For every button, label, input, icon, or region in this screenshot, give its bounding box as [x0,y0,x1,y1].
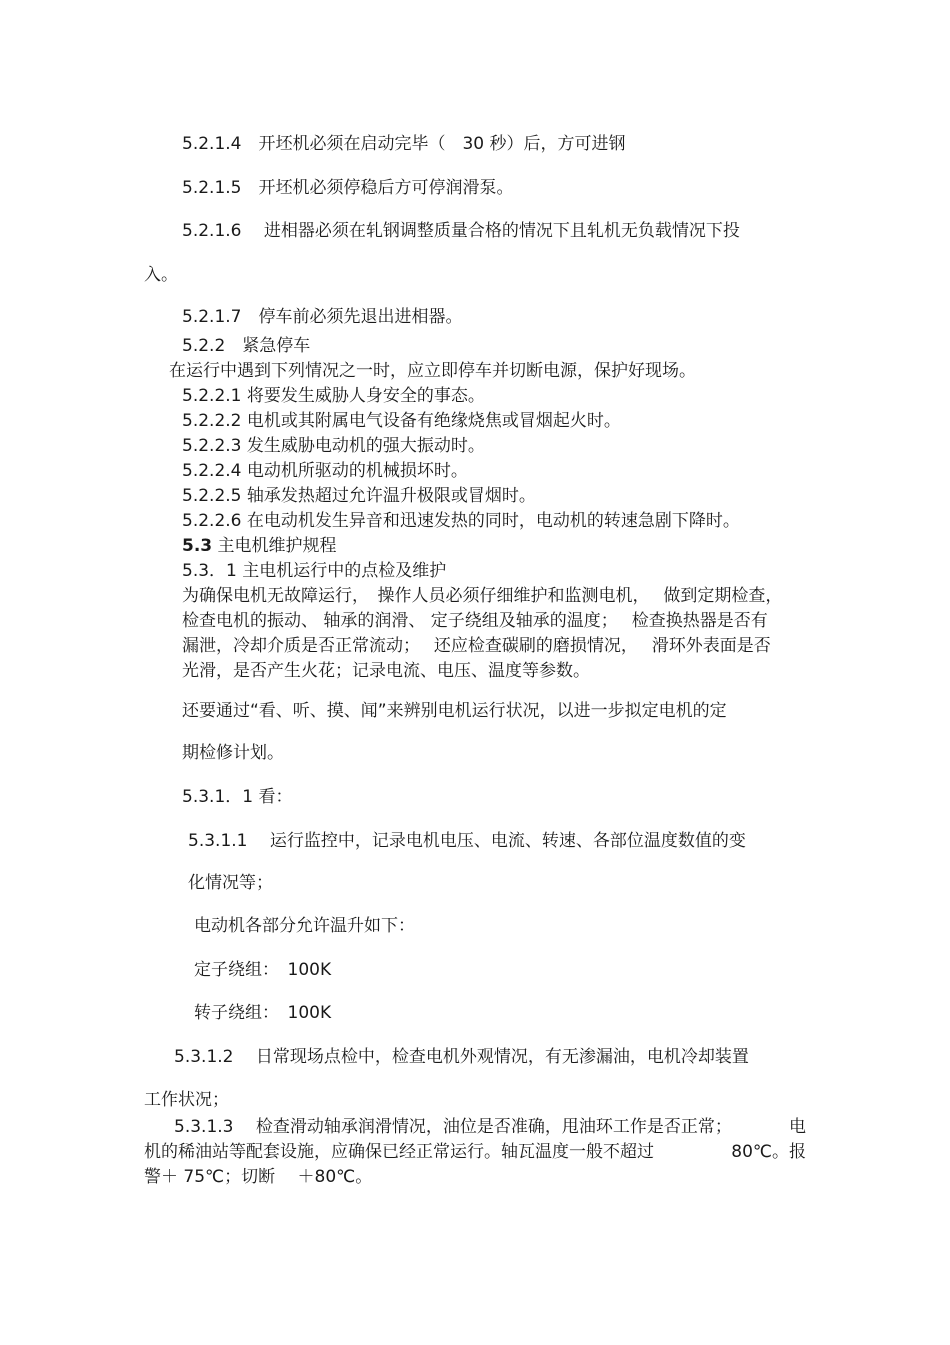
maintenance-para-line-4: 光滑，是否产生火花；记录电流、电压、温度等参数。 [182,661,590,681]
clause-5-2-2-5: 5.2.2.5 轴承发热超过允许温升极限或冒烟时。 [182,486,536,506]
clause-5-2-2-4: 5.2.2.4 电动机所驱动的机械损坏时。 [182,461,468,481]
clause-5-2-1-6-cont: 入。 [144,265,178,285]
clause-5-3-1-3-text: 5.3.1.3 检查滑动轴承润滑情况，油位是否准确，甩油环工作是否正常； [174,1117,732,1137]
clause-5-2-1-5: 5.2.1.5 开坯机必须停稳后方可停润滑泵。 [182,178,514,198]
clause-5-3-1-3-line-1 [174,1116,806,1138]
stator-winding-limit: 定子绕组： 100K [194,960,332,980]
inspection-para-line-1: 还要通过“看、听、摸、闻”来辨别电机运行状况，以进一步拟定电机的定 [182,701,727,721]
clause-5-2-2-2: 5.2.2.2 电机或其附属电气设备有绝缘烧焦或冒烟起火时。 [182,411,621,431]
clause-5-3-1-2-cont: 工作状况； [144,1090,229,1110]
heading-5-3-1-1-look: 5.3.1．1 看： [182,787,293,807]
heading-5-2-2: 5.2.2 紧急停车 [182,336,311,356]
clause-5-3-1-3-text-2: 机的稀油站等配套设施，应确保已经正常运行。轴瓦温度一般不超过 [144,1142,654,1162]
bearing-temp-limit: 80℃。报 [731,1142,806,1162]
inspection-para-line-2: 期检修计划。 [182,743,284,763]
maintenance-para-line-3: 漏泄，冷却介质是否正常流动； 还应检查碳刷的磨损情况， 滑环外表面是否 [182,636,771,656]
clause-5-2-1-7: 5.2.1.7 停车前必须先退出进相器。 [182,307,463,327]
heading-5-3-number: 5.3 [182,536,213,556]
emergency-intro: 在运行中遇到下列情况之一时，应立即停车并切断电源，保护好现场。 [169,361,696,381]
heading-5-3 [182,535,337,557]
heading-5-3-title: 主电机维护规程 [212,536,337,556]
clause-5-2-2-3: 5.2.2.3 发生威胁电动机的强大振动时。 [182,436,485,456]
clause-5-3-1-1: 5.3.1.1 运行监控中，记录电机电压、电流、转速、各部位温度数值的变 [188,831,746,851]
clause-5-3-1-3-tail: 电 [789,1117,806,1137]
heading-5-3-1: 5.3．1 主电机运行中的点检及维护 [182,561,447,581]
clause-5-2-1-6: 5.2.1.6 进相器必须在轧钢调整质量合格的情况下且轧机无负载情况下投 [182,221,740,241]
temp-rise-intro: 电动机各部分允许温升如下： [194,916,415,936]
clause-5-3-1-3-line-2 [144,1141,806,1163]
rotor-winding-limit: 转子绕组： 100K [194,1003,332,1023]
clause-5-2-2-6: 5.2.2.6 在电动机发生异音和迅速发热的同时，电动机的转速急剧下降时。 [182,511,740,531]
clause-5-3-1-3-line-3: 警＋ 75℃；切断 ＋80℃。 [144,1167,373,1187]
clause-5-3-1-2: 5.3.1.2 日常现场点检中，检查电机外观情况，有无渗漏油，电机冷却装置 [174,1047,749,1067]
clause-5-2-2-1: 5.2.2.1 将要发生威胁人身安全的事态。 [182,386,485,406]
maintenance-para-line-1: 为确保电机无故障运行， 操作人员必须仔细维护和监测电机， 做到定期检查， [182,586,783,606]
clause-5-2-1-4: 5.2.1.4 开坯机必须在启动完毕（ 30 秒）后，方可进钢 [182,134,626,154]
maintenance-para-line-2: 检查电机的振动、 轴承的润滑、 定子绕组及轴承的温度； 检查换热器是否有 [182,611,768,631]
clause-5-3-1-1-cont: 化情况等； [188,873,273,893]
